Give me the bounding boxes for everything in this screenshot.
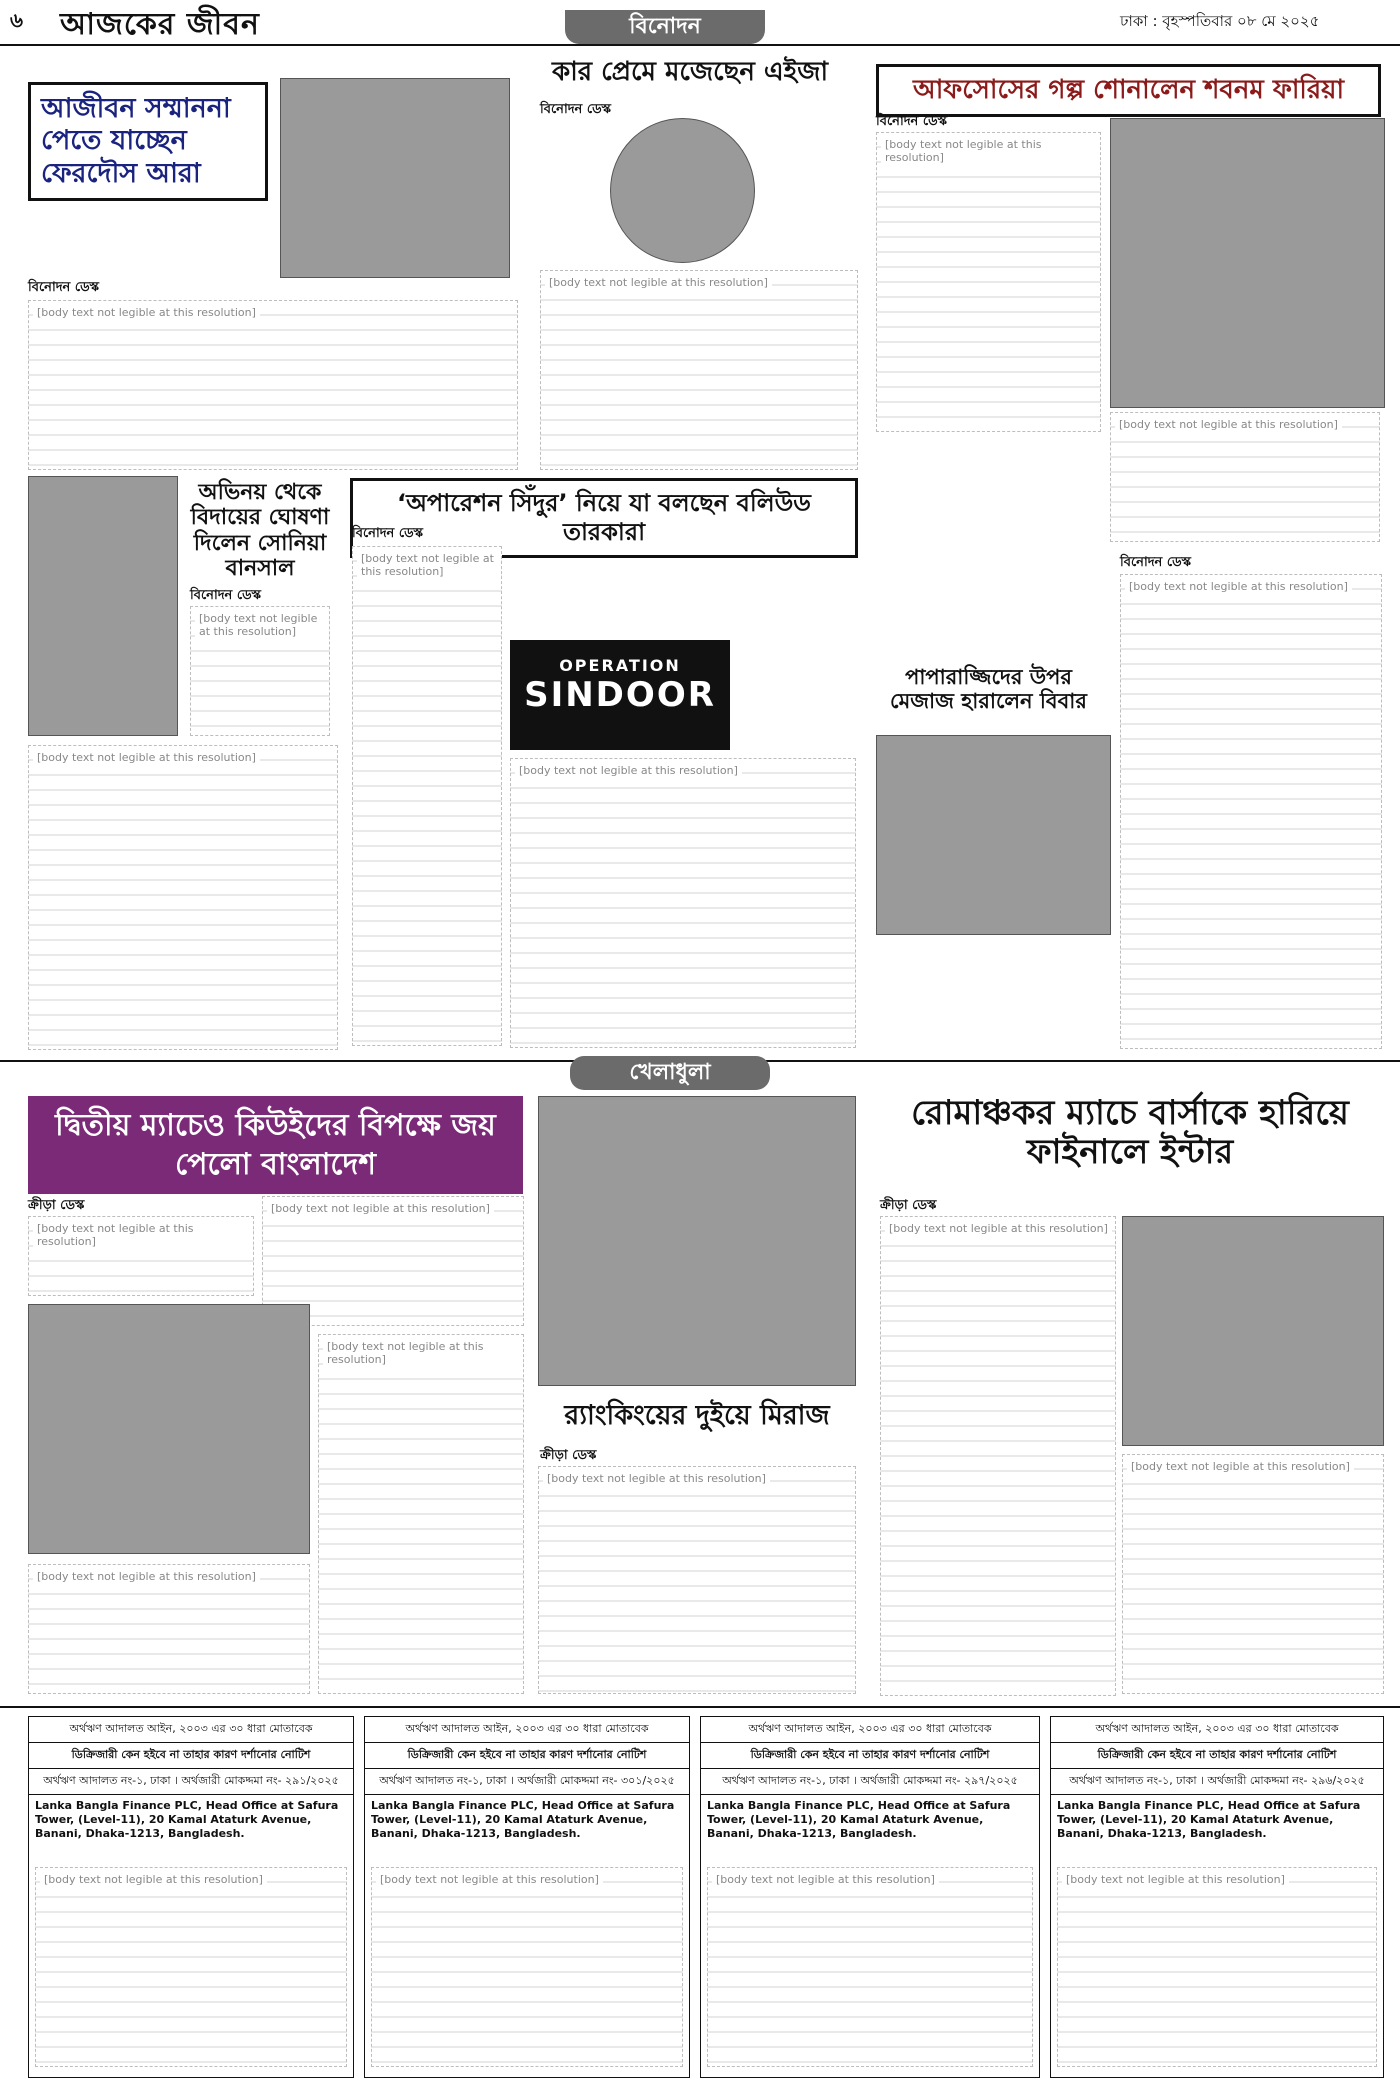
byline-bieber: বিনোদন ডেস্ক xyxy=(1120,555,1192,570)
body-bieber: [body text not legible at this resolution] xyxy=(1120,574,1382,1049)
photo-cricket-celebration xyxy=(28,1304,310,1554)
masthead-rule xyxy=(0,44,1400,46)
notice-body: [body text not legible at this resolution] xyxy=(35,1867,347,2067)
notices-rule xyxy=(0,1706,1400,1708)
headline-miraz: র‌্যাংকিংয়ের দুইয়ে মিরাজ xyxy=(564,1400,830,1431)
body-inter: [body text not legible at this resolution] xyxy=(880,1216,1116,1696)
headline-inter: রোমাঞ্চকর ম্যাচে বার্সাকে হারিয়ে ফাইনালে ইন্টার xyxy=(911,1093,1349,1173)
section-band-sports: খেলাধুলা xyxy=(570,1056,770,1090)
body-sindoor: [body text not legible at this resolution] xyxy=(352,546,502,1046)
body-bangladesh-win-2: [body text not legible at this resolution] xyxy=(262,1196,524,1326)
byline-sindoor: বিনোদন ডেস্ক xyxy=(352,526,424,541)
paper-name: আজকের জীবন xyxy=(60,7,260,42)
byline-sonia: বিনোদন ডেস্ক xyxy=(190,588,262,603)
legal-notice xyxy=(28,1716,354,2078)
legal-notice xyxy=(364,1716,690,2078)
notice-title: ডিক্রিজারী কেন হইবে না তাহার কারণ দর্শানোর নোটিশ xyxy=(1051,1743,1383,1769)
notice-party: Lanka Bangla Finance PLC, Head Office at Safura Tower, (Level-11), 20 Kamal Ataturk Avenue, Banani, Dhaka-1213, Bangladesh. xyxy=(371,1799,675,1840)
notice-body: [body text not legible at this resolution] xyxy=(371,1867,683,2067)
headline-eiza: কার প্রেমে মজেছেন এইজা xyxy=(552,57,828,87)
notice-case-line: অর্থঋণ আদালত নং-১, ঢাকা । অর্থজারী মোকদ্দমা নং- ২৯১/২০২৫ xyxy=(29,1769,353,1795)
page-number: ৬ xyxy=(10,8,24,32)
headline-faria: আফসোসের গল্প শোনালেন শবনম ফারিয়া xyxy=(876,64,1381,117)
photo-shabnam-faria xyxy=(1110,118,1385,408)
photo-mehidy-miraz xyxy=(538,1096,856,1386)
notice-body: [body text not legible at this resolution] xyxy=(707,1867,1033,2067)
byline-bangladesh-win: ক্রীড়া ডেস্ক xyxy=(28,1198,85,1213)
notice-case-line: অর্থঋণ আদালত নং-১, ঢাকা । অর্থজারী মোকদ্দমা নং- ৩০১/২০২৫ xyxy=(365,1769,689,1795)
byline-miraz: ক্রীড়া ডেস্ক xyxy=(540,1448,597,1463)
notice-law-line: অর্থঋণ আদালত আইন, ২০০৩ এর ৩০ ধারা মোতাবেক xyxy=(29,1717,353,1743)
legal-notice xyxy=(1050,1716,1384,2078)
headline-bieber: পাপারাজ্জিদের উপর মেজাজ হারালেন বিবার xyxy=(890,665,1087,714)
photo-inter-celebration xyxy=(1122,1216,1384,1446)
byline-inter: ক্রীড়া ডেস্ক xyxy=(880,1198,937,1213)
photo-justin-bieber xyxy=(876,735,1111,935)
body-miraz: [body text not legible at this resolution] xyxy=(538,1466,856,1694)
body-bangladesh-win: [body text not legible at this resolution] xyxy=(28,1216,254,1296)
body-sonia-2: [body text not legible at this resolution] xyxy=(28,745,338,1050)
body-bangladesh-win-3: [body text not legible at this resolution] xyxy=(318,1334,524,1694)
body-lifetime-award: [body text not legible at this resolution] xyxy=(28,300,518,470)
notice-law-line: অর্থঋণ আদালত আইন, ২০০৩ এর ৩০ ধারা মোতাবেক xyxy=(1051,1717,1383,1743)
body-sonia: [body text not legible at this resolution] xyxy=(190,606,330,736)
byline-faria: বিনোদন ডেস্ক xyxy=(876,114,948,129)
notice-law-line: অর্থঋণ আদালত আইন, ২০০৩ এর ৩০ ধারা মোতাবেক xyxy=(701,1717,1039,1743)
notice-party: Lanka Bangla Finance PLC, Head Office at Safura Tower, (Level-11), 20 Kamal Ataturk Avenue, Banani, Dhaka-1213, Bangladesh. xyxy=(35,1799,339,1840)
notice-party: Lanka Bangla Finance PLC, Head Office at Safura Tower, (Level-11), 20 Kamal Ataturk Avenue, Banani, Dhaka-1213, Bangladesh. xyxy=(1057,1799,1361,1840)
notice-title: ডিক্রিজারী কেন হইবে না তাহার কারণ দর্শানোর নোটিশ xyxy=(701,1743,1039,1769)
headline-lifetime-award: আজীবন সম্মাননা পেতে যাচ্ছেন ফেরদৌস আরা xyxy=(28,82,268,201)
notice-case-line: অর্থঋণ আদালত নং-১, ঢাকা । অর্থজারী মোকদ্দমা নং- ২৯৭/২০২৫ xyxy=(701,1769,1039,1795)
date-line: ঢাকা : বৃহস্পতিবার ০৮ মে ২০২৫ xyxy=(1120,12,1320,30)
photo-operation-sindoor xyxy=(510,640,730,750)
notice-party: Lanka Bangla Finance PLC, Head Office at Safura Tower, (Level-11), 20 Kamal Ataturk Avenue, Banani, Dhaka-1213, Bangladesh. xyxy=(707,1799,1011,1840)
body-eiza: [body text not legible at this resolution] xyxy=(540,270,858,470)
body-bangladesh-win-4: [body text not legible at this resolution] xyxy=(28,1564,310,1694)
photo-sonia-bansal xyxy=(28,476,178,736)
headline-sindoor: ‘অপারেশন সিঁদুর’ নিয়ে যা বলছেন বলিউড তারকারা xyxy=(350,478,858,558)
byline-eiza: বিনোদন ডেস্ক xyxy=(540,102,612,117)
notice-law-line: অর্থঋণ আদালত আইন, ২০০৩ এর ৩০ ধারা মোতাবেক xyxy=(365,1717,689,1743)
byline-lifetime-award: বিনোদন ডেস্ক xyxy=(28,280,100,295)
body-faria: [body text not legible at this resolution] xyxy=(876,132,1101,432)
operation-caption: OPERATION xyxy=(559,656,681,675)
headline-sonia: অভিনয় থেকে বিদায়ের ঘোষণা দিলেন সোনিয়া বানসাল xyxy=(190,480,330,581)
body-inter-2: [body text not legible at this resolution] xyxy=(1122,1454,1384,1694)
photo-ferdous-ara xyxy=(280,78,510,278)
notice-case-line: অর্থঋণ আদালত নং-১, ঢাকা । অর্থজারী মোকদ্দমা নং- ২৯৬/২০২৫ xyxy=(1051,1769,1383,1795)
headline-bangladesh-win: দ্বিতীয় ম্যাচেও কিউইদের বিপক্ষে জয় পেলো বাংলাদেশ xyxy=(28,1096,523,1194)
notice-body: [body text not legible at this resolution] xyxy=(1057,1867,1377,2067)
sindoor-caption: SINDOOR xyxy=(524,675,716,715)
notice-title: ডিক্রিজারী কেন হইবে না তাহার কারণ দর্শানোর নোটিশ xyxy=(29,1743,353,1769)
notice-title: ডিক্রিজারী কেন হইবে না তাহার কারণ দর্শানোর নোটিশ xyxy=(365,1743,689,1769)
section-band-entertainment: বিনোদন xyxy=(565,10,765,44)
body-sindoor-2: [body text not legible at this resolution] xyxy=(510,758,856,1048)
body-faria-2: [body text not legible at this resolution] xyxy=(1110,412,1380,542)
photo-eiza xyxy=(610,118,755,263)
legal-notice xyxy=(700,1716,1040,2078)
